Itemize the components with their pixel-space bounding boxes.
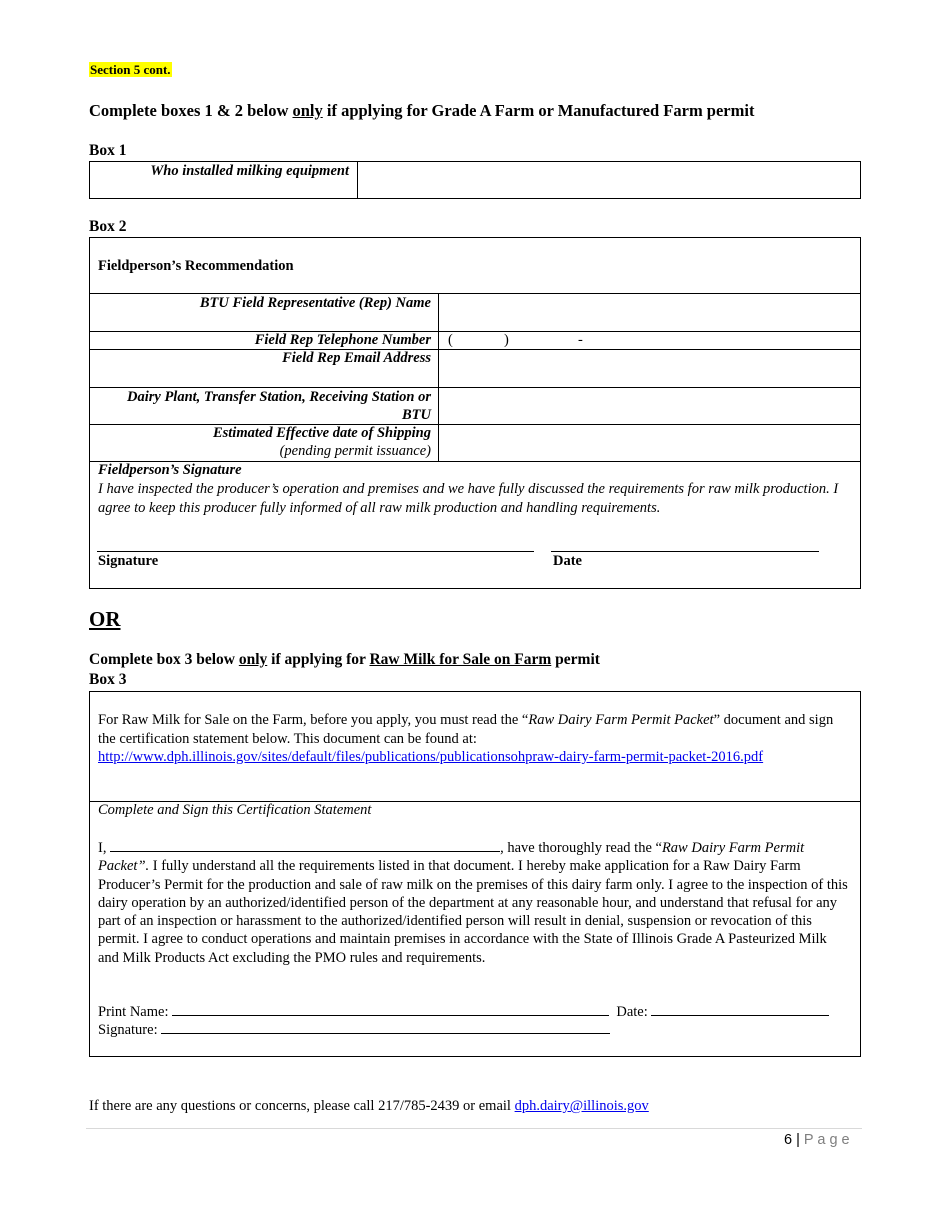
- box2-title: Box 2: [89, 218, 127, 235]
- contact-line: If there are any questions or concerns, please call 217/785-2439 or email dph.dairy@illinois.gov: [89, 1098, 649, 1114]
- certification-date-line[interactable]: [651, 1003, 829, 1016]
- phone-label: Field Rep Telephone Number: [254, 332, 431, 348]
- applicant-name-line[interactable]: [110, 839, 500, 852]
- signature-line[interactable]: [97, 551, 534, 552]
- plant-label: Dairy Plant, Transfer Station, Receiving Station or BTU: [127, 389, 431, 423]
- box3-intro: Complete box 3 below only if applying for Raw Milk for Sale on Farm permit: [89, 651, 600, 668]
- plant-field[interactable]: [440, 388, 858, 424]
- date-line[interactable]: [551, 551, 819, 552]
- signature-title: Fieldperson’s Signature: [98, 462, 242, 478]
- section-label: Section 5 cont.: [90, 62, 171, 77]
- installer-field[interactable]: [359, 162, 859, 198]
- print-name-line[interactable]: [172, 1003, 609, 1016]
- rep-name-label: BTU Field Representative (Rep) Name: [199, 295, 431, 311]
- certification-title: Complete and Sign this Certification Statement: [98, 802, 372, 818]
- contact-email-link[interactable]: dph.dairy@illinois.gov: [514, 1098, 649, 1114]
- footer-rule: [86, 1128, 862, 1129]
- shipping-label: Estimated Effective date of Shipping: [212, 425, 431, 441]
- phone-field[interactable]: ( ) -: [448, 332, 583, 348]
- date-label: Date: [553, 553, 582, 569]
- box3-title: Box 3: [89, 671, 127, 688]
- packet-instructions: For Raw Milk for Sale on the Farm, before you apply, you must read the “Raw Dairy Farm Permit Packet” document and sign the certification statement below. This document can be found at: http://www.dph.illinois.gov/sites/default/files/publications/publicationsohpraw-dairy-farm-permit-packet-2016.pdf: [98, 712, 834, 765]
- email-field[interactable]: [440, 350, 858, 386]
- packet-link[interactable]: http://www.dph.illinois.gov/sites/default/files/publications/publicationsohpraw-dairy-farm-permit-packet-2016.pdf: [98, 749, 764, 765]
- box1-title: Box 1: [89, 142, 127, 159]
- certification-statement: I, , have thoroughly read the “Raw Dairy Farm Permit Packet”. I fully understand all the requirements listed in that document. I hereby make application for a Raw Dairy Farm Producer’s Permit for the production and sale of raw milk on the premises of this dairy farm only. I agree to the inspection of this dairy operation by an authorized/identified person of the department at any reasonable hour, and understand that refusal for any part of an inspection or harassment to the authorized/identified person will result in denial, suspension or revocation of this permit. I agree to conduct operations and maintain premises in accordance with the State of Illinois Grade A Pasteurized Milk and Milk Products Act excluding the PMO rules and requirements.: [98, 840, 848, 966]
- signature-label: Signature: [98, 553, 159, 569]
- certification-signature-line[interactable]: [161, 1021, 610, 1034]
- shipping-note: (pending permit issuance): [279, 443, 431, 459]
- box2-table: [89, 237, 861, 589]
- intro-heading: Complete boxes 1 & 2 below only if applying for Grade A Farm or Manufactured Farm permit: [89, 101, 755, 120]
- recommendation-header: Fieldperson’s Recommendation: [98, 258, 294, 274]
- or-divider: OR: [89, 607, 121, 631]
- box1-label: Who installed milking equipment: [90, 162, 358, 198]
- page-footer: 6 | P a g e: [784, 1132, 850, 1148]
- box3-table: [89, 691, 861, 1057]
- email-label: Field Rep Email Address: [282, 350, 431, 366]
- certification-signature-row: Signature:: [98, 1021, 610, 1039]
- box1-table: [89, 161, 861, 199]
- signature-statement: I have inspected the producer’s operation and premises and we have fully discussed the requirements for raw milk production. I agree to keep this producer fully informed of all raw milk production and handling requirements.: [98, 481, 839, 516]
- print-name-row: Print Name: Date:: [98, 1003, 829, 1021]
- rep-name-field[interactable]: [440, 295, 858, 330]
- shipping-field[interactable]: [440, 425, 858, 460]
